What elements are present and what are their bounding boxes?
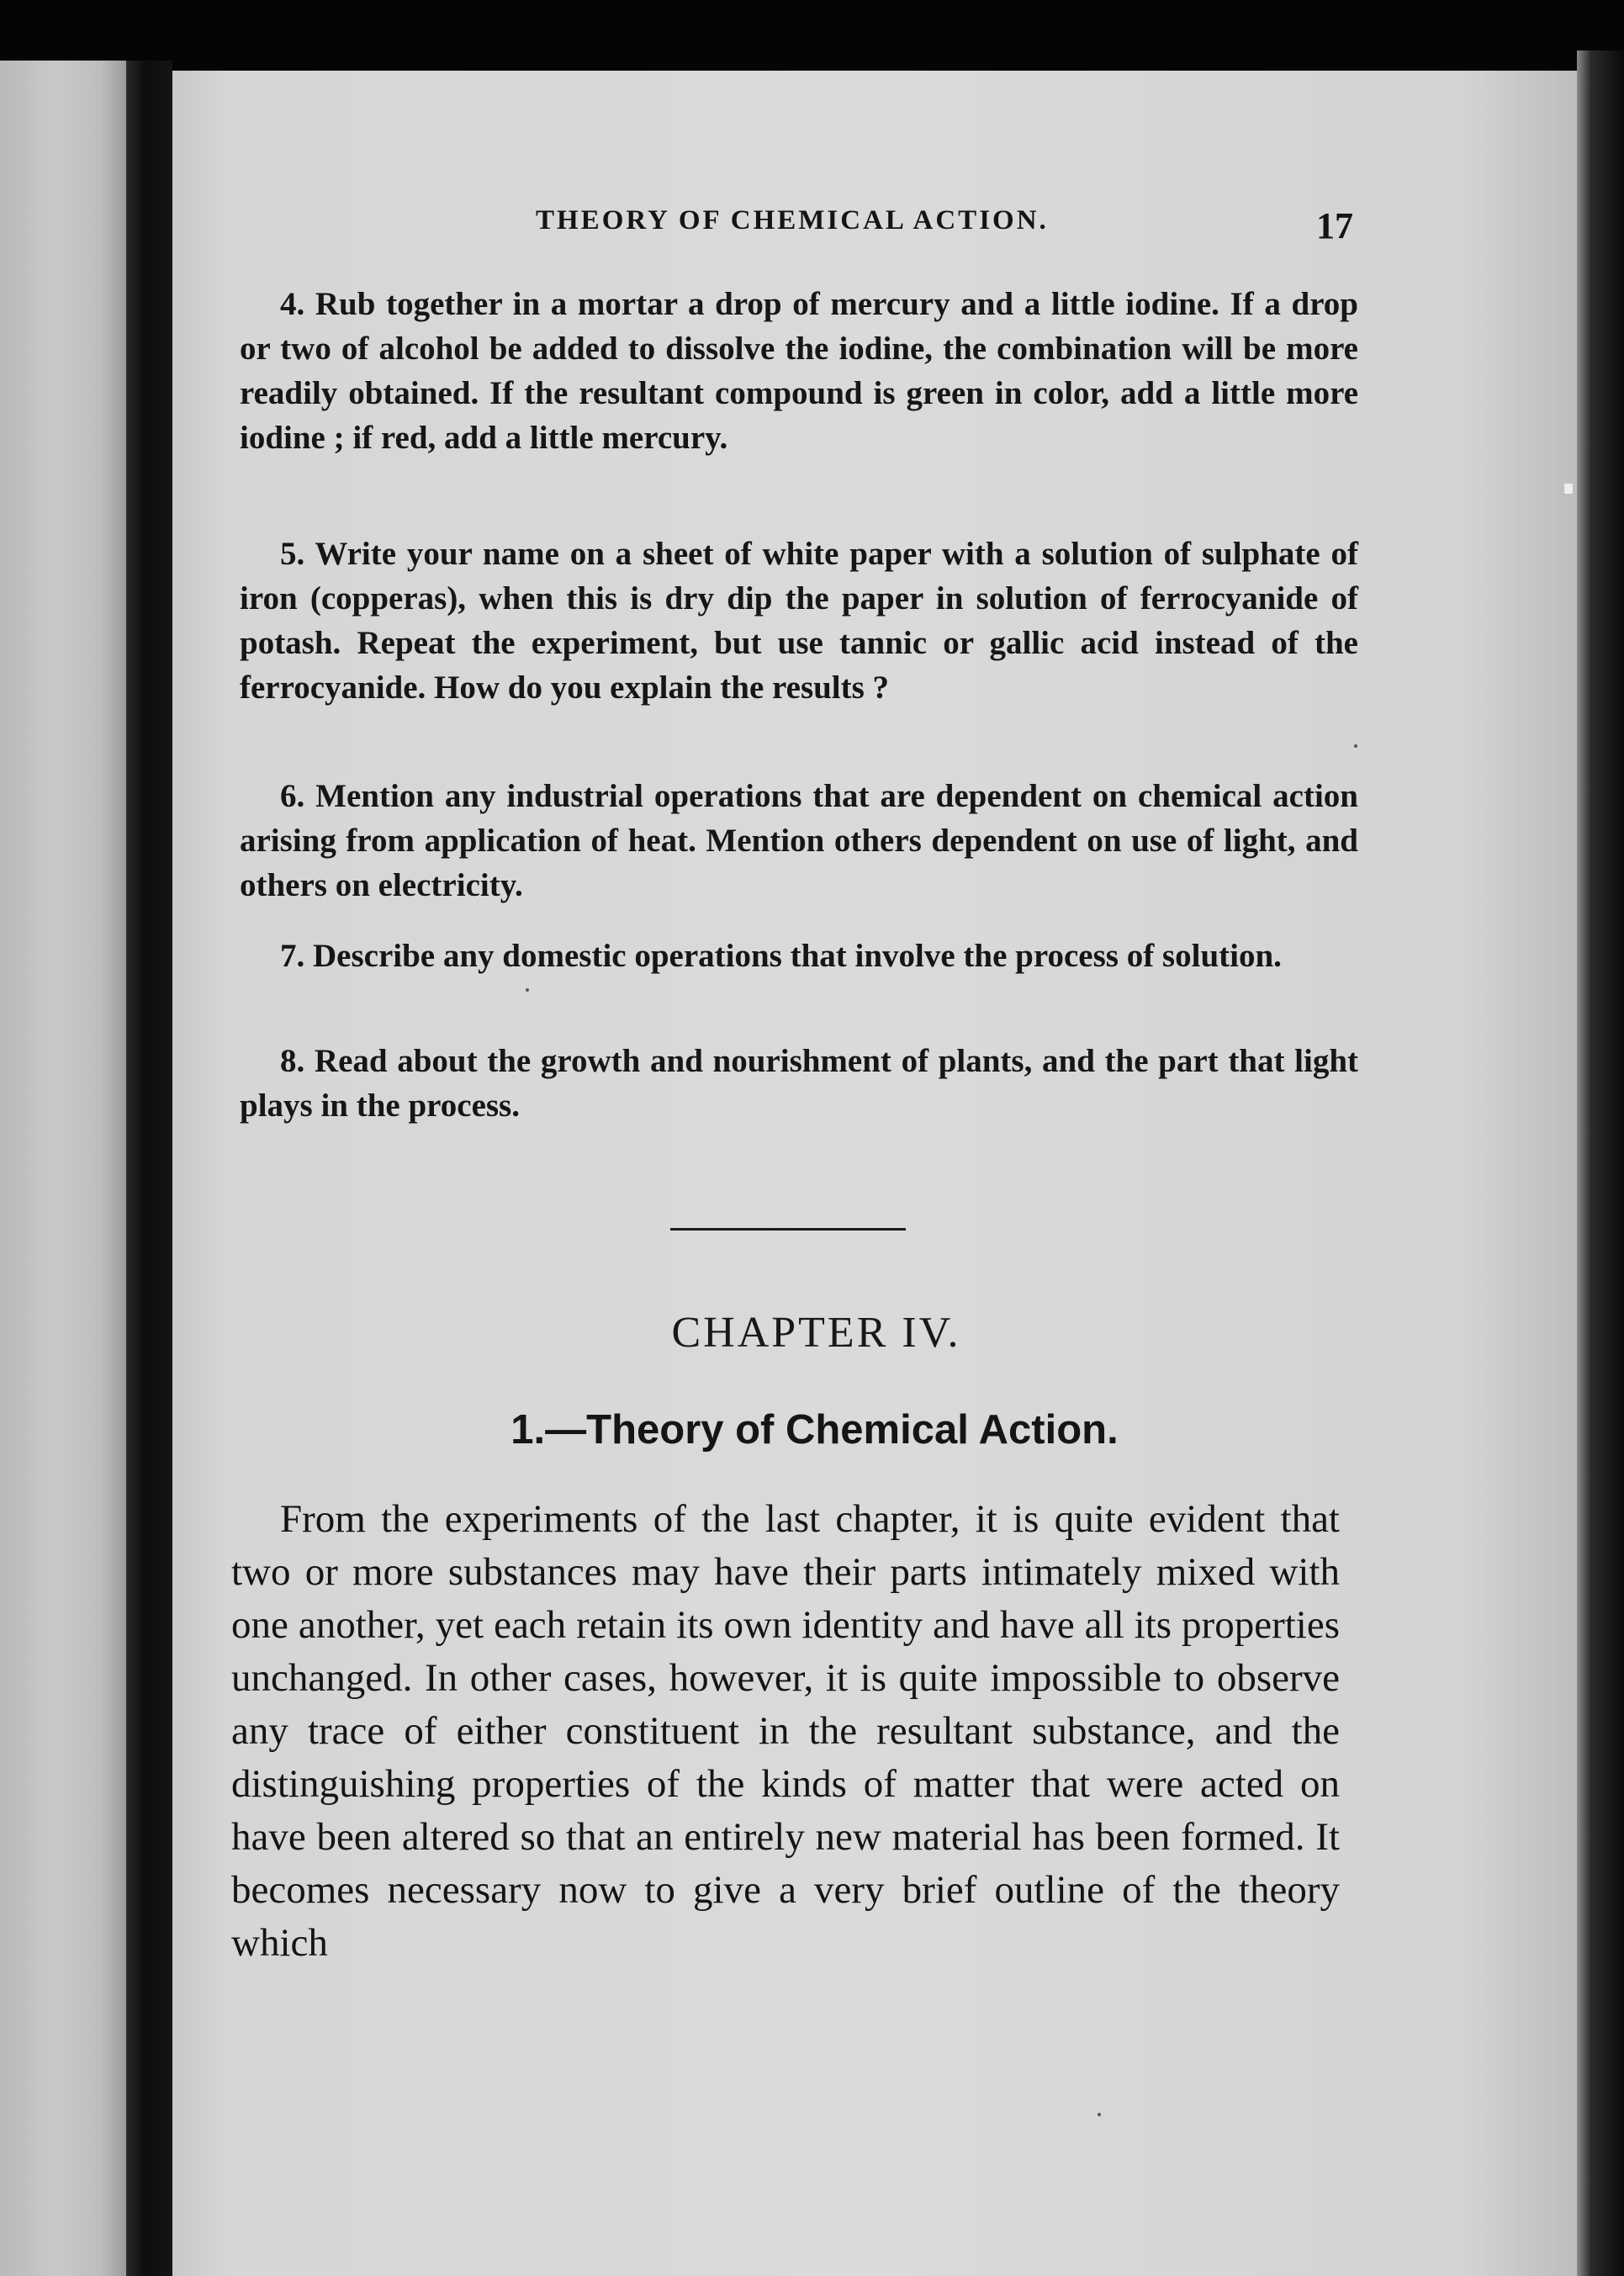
scan-top-border	[0, 0, 1624, 77]
exercise-item: 8. Read about the growth and nourishment of plants, and the part that light plays in the process.	[240, 1043, 1358, 1124]
section-divider	[670, 1228, 906, 1231]
adjacent-page-edge	[0, 61, 126, 2276]
chapter-heading: CHAPTER IV.	[671, 1309, 961, 1357]
exercise-item: 6. Mention any industrial operations that are dependent on chemical action arising from application of heat. Mention others dependent on use of light, and others on electricity.	[240, 778, 1358, 903]
body-paragraph: From the experiments of the last chapter, it is quite evident that two or more substances may have their parts intimately mixed with one another, yet each retain its own identity and have all its properties unchanged. In other cases, however, it is quite impossible to observe any trace of either constituent in the resultant substance, and the distinguishing properties of the kinds of matter that were acted on have been altered so that an entirely new material has been formed. It becomes necessary now to give a very brief outline of the theory which	[231, 1497, 1340, 1965]
exercise-item: 5. Write your name on a sheet of white paper with a solution of sulphate of iron (copperas), when this is dry dip the paper in solution of ferrocyanide of potash. Repeat the experiment, but use tannic or gallic acid instead of the ferrocyanide. How do you explain the results ?	[240, 536, 1358, 706]
exercise-item: 4. Rub together in a mortar a drop of mercury and a little iodine. If a drop or two of alcohol be added to dissolve the iodine, the combination will be more readily obtained. If the resultant compound is green in color, add a little more iodine ; if red, add a little mercury.	[240, 286, 1358, 456]
page-number: 17	[1316, 205, 1353, 246]
scan-speck	[1564, 484, 1573, 494]
exercise-item: 7. Describe any domestic operations that involve the process of solution.	[280, 938, 1282, 974]
running-head-title: THEORY OF CHEMICAL ACTION.	[536, 205, 1049, 236]
scan-speck	[1354, 744, 1357, 748]
scan-speck	[526, 988, 529, 992]
scan-right-border	[1577, 50, 1624, 2276]
section-heading: 1.—Theory of Chemical Action.	[510, 1407, 1119, 1453]
scan-speck	[1098, 2113, 1101, 2116]
book-gutter	[126, 61, 172, 2276]
